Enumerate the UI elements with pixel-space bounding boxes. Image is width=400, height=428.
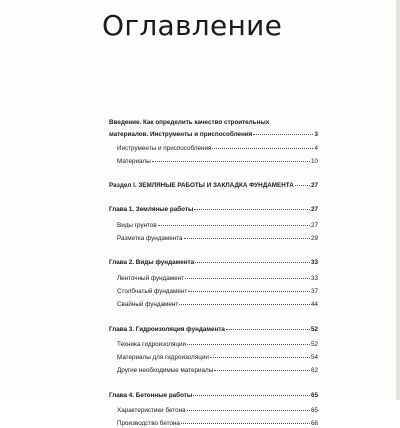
toc-subentry (109, 159, 318, 165)
toc-subentry (109, 223, 318, 229)
chapter-label: Глава 4. Бетонные работы (109, 391, 193, 399)
page-number: 68 (310, 420, 318, 428)
dot-leader (185, 278, 310, 279)
toc-subentry-label: Столбчатый фундамент (117, 287, 188, 295)
dot-leader (194, 209, 310, 210)
toc-subentry (109, 302, 318, 308)
toc-subentry (109, 276, 318, 282)
toc-subentry-label: Материалы для гидроизоляции (117, 354, 209, 362)
page-number: 62 (310, 367, 318, 375)
dot-leader (188, 291, 310, 292)
page-number: 44 (310, 301, 318, 309)
chapter-label: Глава 1. Земляные работы (109, 206, 194, 214)
chapter-label: Глава 3. Гидроизоляция фундамента (109, 325, 225, 333)
page-number: 10 (310, 157, 318, 165)
dot-leader (184, 238, 310, 239)
toc-subentry-label: Разметка фундамента (117, 235, 183, 243)
toc-subentry-label: Инструменты и приспособления (117, 144, 212, 152)
page-number: 27 (310, 182, 318, 190)
toc-subentry (109, 355, 318, 361)
page-number: 27 (310, 206, 318, 214)
toc-subentry-label: Техника гидроизоляции (117, 340, 187, 348)
toc-section-entry (109, 183, 318, 189)
intro-title-line-2: материалов. Инструменты и приспособления (109, 131, 253, 139)
dot-leader (210, 357, 310, 358)
toc-entry-intro (109, 132, 318, 138)
toc-subentry-label: Виды грунтов (117, 221, 157, 229)
dot-leader (152, 161, 310, 162)
page-edge-shadow (396, 0, 400, 400)
dot-leader (253, 134, 313, 135)
section-label: Раздел I. ЗЕМЛЯНЫЕ РАБОТЫ И ЗАКЛАДКА ФУНДАМЕНТА (109, 182, 294, 190)
page-number: 29 (310, 235, 318, 243)
page-number: 33 (310, 259, 318, 267)
page-number: 52 (310, 325, 318, 333)
toc-subentry-label: Характеристики бетона (117, 407, 186, 415)
toc-chapter-entry (109, 327, 318, 333)
toc-chapter-entry (109, 207, 318, 213)
toc-subentry (109, 368, 318, 374)
toc-subentry-label: Производство бетона (117, 420, 180, 428)
toc-chapter-entry (109, 260, 318, 266)
dot-leader (179, 304, 310, 305)
page-number: 52 (310, 340, 318, 348)
toc-subentry-label: Свайный фундамент (117, 301, 179, 309)
page-number: 37 (310, 287, 318, 295)
page-number: 65 (310, 391, 318, 399)
toc-subentry (109, 146, 318, 152)
toc-subentry (109, 342, 318, 348)
dot-leader (187, 410, 310, 411)
page-number: 54 (310, 354, 318, 362)
toc-subentry (109, 289, 318, 295)
page-number: 33 (310, 274, 318, 282)
dot-leader (195, 262, 310, 263)
page-title: Оглавление (102, 9, 283, 42)
dot-leader (193, 395, 310, 396)
dot-leader (212, 148, 313, 149)
toc-subentry-label: Ленточный фундамент (117, 274, 184, 282)
page-number: 4 (314, 144, 318, 152)
toc-subentry (109, 421, 318, 427)
table-of-contents (109, 120, 318, 428)
toc-subentry-label: Материалы (117, 157, 151, 165)
dot-leader (295, 185, 310, 186)
toc-subentry (109, 408, 318, 414)
dot-leader (158, 225, 310, 226)
toc-subentry-label: Другие необходимые материалы (117, 367, 214, 375)
intro-title-line-1: Введение. Как определить качество строительных (109, 119, 270, 126)
page-number: 65 (310, 407, 318, 415)
dot-leader (187, 344, 310, 345)
dot-leader (181, 423, 310, 424)
page-number: 3 (314, 131, 318, 139)
toc-chapter-entry (109, 393, 318, 399)
chapter-label: Глава 2. Виды фундамента (109, 259, 195, 267)
dot-leader (226, 329, 310, 330)
page-number: 27 (310, 221, 318, 229)
toc-subentry (109, 236, 318, 242)
dot-leader (214, 370, 310, 371)
